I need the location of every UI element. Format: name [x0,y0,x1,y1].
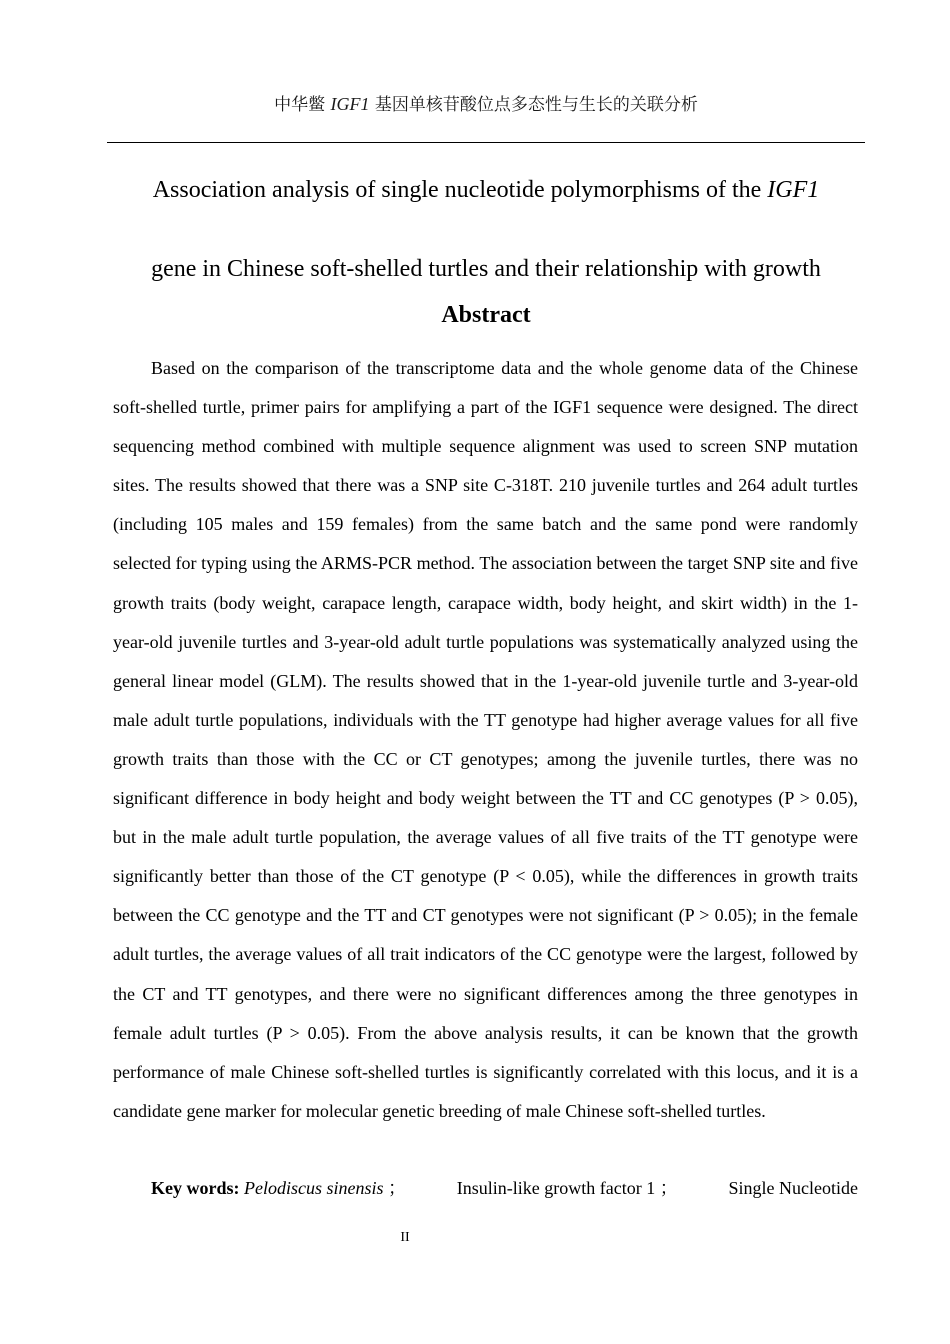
title-line-1 [107,151,865,230]
keyword-1: Pelodiscus sinensis [244,1178,384,1198]
keyword-separator-1: ； [388,1178,406,1198]
page-number: II [400,1230,410,1245]
keyword-2: Insulin-like growth factor 1 [456,1178,656,1198]
title-line-1-text: Association analysis of single nucleotide polymorphisms of the [152,177,768,203]
abstract-heading: Abstract [441,302,531,328]
keywords-group-2 [419,1169,678,1208]
title-gene: IGF1 [767,177,820,203]
title-line-2: gene in Chinese soft-shelled turtles and their relationship with growth [151,256,821,282]
abstract-body: Based on the comparison of the transcriptome data and the whole genome data of the Chinese soft-shelled turtle, primer pairs for amplifying a part of the IGF1 sequence were designed. The direct sequencing method combined with multiple sequence alignment was used to screen SNP mutation sites. The results showed that there was a SNP site C-318T. 210 juvenile turtles and 264 adult turtles (including 105 males and 159 females) from the same batch and the same pond were randomly selected for typing using the ARMS-PCR method. The association between the target SNP site and five growth traits (body weight, carapace length, carapace width, body height, and skirt width) in the 1-year-old juvenile turtles and 3-year-old adult turtle populations was systematically analyzed using the general linear model (GLM). The results showed that in the 1-year-old juvenile turtle and 3-year-old male adult turtle populations, individuals with the TT genotype had higher average values for all five growth traits than those with the CC or CT genotypes; among the juvenile turtles, there was no significant difference in body height and body weight between the TT and CC genotypes (P > 0.05), but in the male adult turtle population, the average values of all five traits of the TT genotype were significantly better than those of the CT genotype (P < 0.05), while the differences in growth traits between the CC genotype and the TT and CT genotypes were not significant (P > 0.05); in the female adult turtles, the average values of all trait indicators of the CC genotype were the largest, followed by the CT and TT genotypes, and there were no significant differences among the three genotypes in female adult turtles (P > 0.05). From the above analysis results, it can be known that the growth performance of male Chinese soft-shelled turtles is significantly correlated with this locus, and it is a candidate gene marker for molecular genetic breeding of male Chinese soft-shelled turtles. [113,358,858,1121]
header-divider [107,142,865,143]
running-header-prefix: 中华鳖 [274,95,331,115]
running-header [107,92,865,117]
running-header-suffix: 基因单核苷酸位点多态性与生长的关联分析 [369,95,698,115]
keywords-group-1 [113,1169,406,1208]
keyword-3: Single Nucleotide [728,1178,858,1198]
keyword-separator-2: ； [659,1178,678,1198]
running-header-gene: IGF1 [330,94,370,114]
keywords-label: Key words: [151,1178,240,1198]
paper-title [107,151,865,309]
keywords-line [113,1169,858,1208]
